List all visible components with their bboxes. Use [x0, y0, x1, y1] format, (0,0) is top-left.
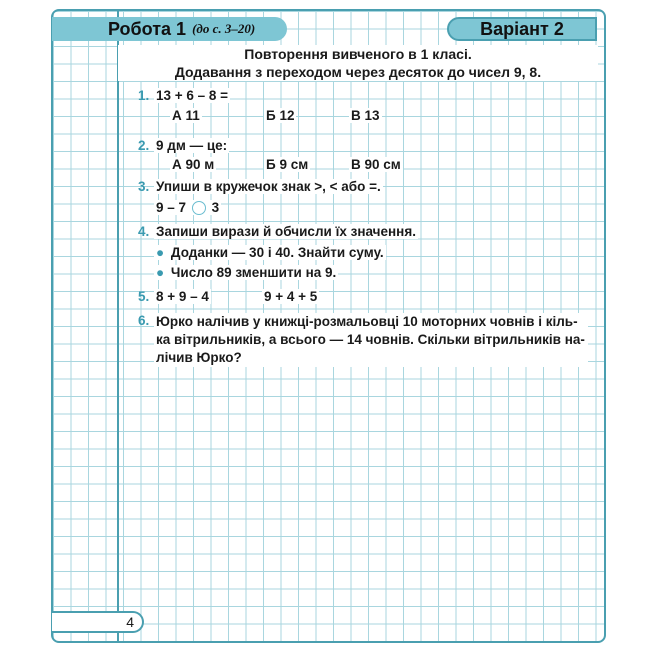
task-number: 1.	[138, 88, 150, 103]
task-text: Упиши в кружечок знак >, < або =.	[156, 179, 381, 194]
word-problem-line-2: ка вітрильників, а всього — 14 човнів. Скільки вітрильників на-	[156, 332, 585, 347]
task-text: 9 дм — це:	[156, 138, 228, 153]
comparison-left: 9 – 7	[156, 200, 187, 215]
word-problem-line-1: Юрко налічив у книжці-розмальовці 10 моторних човнів і кіль-	[156, 314, 578, 329]
word-problem	[154, 313, 588, 367]
task-number: 6.	[138, 313, 150, 328]
expression-2: 9 + 4 + 5	[264, 289, 318, 304]
task-number: 5.	[138, 289, 150, 304]
comparison-row	[154, 200, 221, 215]
comparison-right: 3	[211, 200, 220, 215]
option-c: В 13	[351, 108, 380, 123]
margin-line	[117, 11, 119, 641]
page-number: 4	[126, 614, 134, 630]
option-a: А 11	[172, 108, 200, 123]
task-number: 4.	[138, 224, 150, 239]
topic-heading	[118, 45, 598, 81]
variant-label: Варіант 2	[480, 18, 564, 39]
work-subtitle: (до с. 3–20)	[192, 21, 256, 36]
task-number: 3.	[138, 179, 150, 194]
topic-line-2: Додавання з переходом через десяток до чисел 9, 8.	[174, 64, 542, 80]
expression-1: 8 + 9 – 4	[156, 289, 209, 304]
bullet-icon: ●	[156, 265, 165, 280]
option-b: Б 9 см	[266, 157, 309, 172]
task-text: Запиши вирази й обчисли їх значення.	[156, 224, 416, 239]
option-a: А 90 м	[172, 157, 215, 172]
option-b: Б 12	[266, 108, 295, 123]
bullet-text: Число 89 зменшити на 9.	[170, 265, 337, 280]
page-number-tab	[52, 611, 144, 633]
variant-banner	[447, 17, 597, 41]
answer-circle[interactable]	[192, 201, 206, 215]
task-text: 13 + 6 – 8 =	[156, 88, 229, 103]
task-number: 2.	[138, 138, 150, 153]
bullet-icon: ●	[156, 245, 165, 260]
topic-line-1: Повторення вивченого в 1 класі.	[244, 46, 472, 62]
work-title-banner	[52, 17, 287, 41]
work-title: Робота 1	[108, 18, 187, 39]
option-c: В 90 см	[351, 157, 401, 172]
bullet-text: Доданки — 30 і 40. Знайти суму.	[170, 245, 384, 260]
word-problem-line-3: лічив Юрко?	[156, 350, 242, 365]
